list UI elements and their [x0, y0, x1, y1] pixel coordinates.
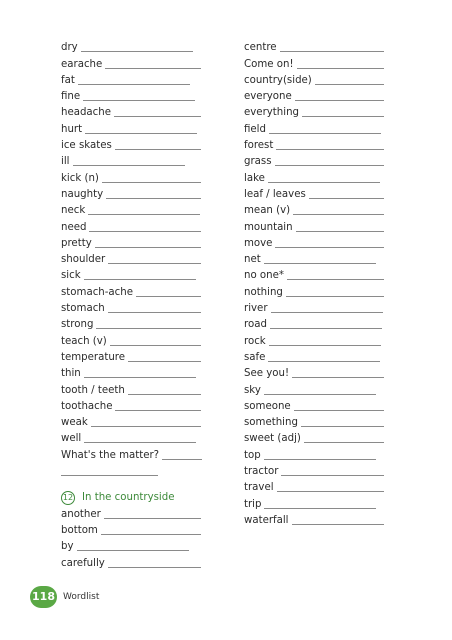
- wordlist-entry: [61, 331, 231, 347]
- word-text: tractor: [244, 466, 279, 478]
- wordlist-entry: [61, 364, 231, 380]
- word-text: stomach-ache: [61, 286, 134, 298]
- write-line: [301, 426, 384, 427]
- word-text: grass: [244, 156, 272, 168]
- word-text: What's the matter?: [61, 449, 160, 461]
- write-line: [77, 550, 189, 551]
- write-line: [270, 328, 382, 329]
- write-line: [304, 442, 384, 443]
- wordlist-entry: [244, 185, 414, 201]
- wordlist-entry: [61, 38, 231, 54]
- write-line: [309, 198, 384, 199]
- write-line: [128, 361, 201, 362]
- wordlist-entry: [244, 54, 414, 70]
- word-text: country(side): [244, 74, 312, 86]
- wordlist-entry: [61, 71, 231, 87]
- word-text: lake: [244, 172, 265, 184]
- unit-heading: [61, 488, 231, 504]
- write-line: [102, 182, 201, 183]
- left-column: [61, 38, 231, 570]
- word-text: naughty: [61, 188, 104, 200]
- word-text: by: [61, 541, 74, 553]
- wordlist-entry: [61, 282, 231, 298]
- word-text: temperature: [61, 351, 126, 363]
- write-line: [115, 410, 201, 411]
- wordlist-entry: [61, 429, 231, 445]
- write-line: [110, 345, 201, 346]
- word-text: See you!: [244, 368, 290, 380]
- wordlist-entry: [244, 413, 414, 429]
- wordlist-entry: [61, 250, 231, 266]
- write-line: [85, 133, 197, 134]
- word-text: move: [244, 237, 273, 249]
- write-line: [296, 231, 384, 232]
- wordlist-entry: [244, 315, 414, 331]
- wordlist-entry: [61, 521, 231, 537]
- write-line: [269, 133, 381, 134]
- wordlist-entry: [61, 299, 231, 315]
- write-line: [108, 567, 201, 568]
- write-line: [264, 394, 376, 395]
- word-text: teach (v): [61, 335, 107, 347]
- word-text: river: [244, 303, 268, 315]
- word-text: pretty: [61, 237, 92, 249]
- left-word-list-bottom: [61, 504, 231, 569]
- wordlist-entry: [244, 250, 414, 266]
- wordlist-entry: [61, 413, 231, 429]
- word-text: leaf / leaves: [244, 188, 306, 200]
- write-line: [89, 231, 201, 232]
- write-line: [277, 491, 384, 492]
- word-text: well: [61, 433, 82, 445]
- page-footer: [30, 586, 99, 608]
- word-text: carefully: [61, 557, 105, 569]
- write-line: [136, 296, 201, 297]
- unit-number-badge: 12: [61, 491, 75, 505]
- word-text: shoulder: [61, 254, 106, 266]
- write-line: [128, 394, 201, 395]
- write-line: [101, 534, 201, 535]
- right-word-list: [244, 38, 414, 527]
- word-text: earache: [61, 58, 103, 70]
- write-line: [95, 247, 201, 248]
- write-line: [294, 410, 384, 411]
- word-text: dry: [61, 42, 78, 54]
- word-text: sky: [244, 384, 261, 396]
- wordlist-entry: [61, 234, 231, 250]
- wordlist-entry: [61, 537, 231, 553]
- word-text: toothache: [61, 400, 113, 412]
- wordlist-entry: [61, 54, 231, 70]
- wordlist-entry: [244, 136, 414, 152]
- write-line: [268, 182, 380, 183]
- word-text: hurt: [61, 123, 83, 135]
- word-text: something: [244, 417, 298, 429]
- write-line: [281, 475, 384, 476]
- wordlist-entry: [61, 553, 231, 569]
- word-text: neck: [61, 205, 86, 217]
- word-text: forest: [244, 140, 274, 152]
- word-text: centre: [244, 42, 277, 54]
- wordlist-entry: [244, 331, 414, 347]
- word-text: sick: [61, 270, 81, 282]
- wordlist-entry: [61, 504, 231, 520]
- word-text: waterfall: [244, 514, 289, 526]
- word-text: stomach: [61, 303, 105, 315]
- write-line: [275, 247, 384, 248]
- word-text: ill: [61, 156, 70, 168]
- write-line: [105, 68, 201, 69]
- wordlist-entry: [244, 282, 414, 298]
- wordlist-entry: [61, 103, 231, 119]
- wordlist-entry: [244, 266, 414, 282]
- write-line: [264, 508, 376, 509]
- word-text: mountain: [244, 221, 293, 233]
- write-line: [287, 279, 384, 280]
- wordlist-entry: [61, 168, 231, 184]
- write-line: [276, 149, 384, 150]
- write-line: [286, 296, 384, 297]
- wordlist-entry: [244, 152, 414, 168]
- write-line: [268, 361, 380, 362]
- write-line: [81, 51, 193, 52]
- write-line: [84, 377, 196, 378]
- write-line: [280, 51, 384, 52]
- wordlist-entry: [244, 38, 414, 54]
- word-text: road: [244, 319, 267, 331]
- write-line: [108, 312, 201, 313]
- word-text: ice skates: [61, 140, 112, 152]
- wordlist-entry: [244, 511, 414, 527]
- word-text: mean (v): [244, 205, 291, 217]
- wordlist-entry: [244, 234, 414, 250]
- write-line: [297, 68, 384, 69]
- word-text: rock: [244, 335, 266, 347]
- word-text: net: [244, 254, 261, 266]
- wordlist-entry: [244, 299, 414, 315]
- write-line: [78, 84, 190, 85]
- word-text: fine: [61, 91, 81, 103]
- word-text: someone: [244, 400, 291, 412]
- wordlist-entry: [244, 168, 414, 184]
- wordlist-entry: [244, 445, 414, 461]
- write-line: [73, 165, 185, 166]
- wordlist-entry: [61, 348, 231, 364]
- page-number-badge: 118: [30, 586, 57, 608]
- wordlist-entry: [244, 364, 414, 380]
- wordlist-entry: [61, 397, 231, 413]
- write-line: [83, 100, 195, 101]
- write-line: [315, 84, 384, 85]
- wordlist-entry: [244, 397, 414, 413]
- word-text: top: [244, 449, 261, 461]
- footer-label: Wordlist: [63, 592, 100, 602]
- word-text: tooth / teeth: [61, 384, 125, 396]
- write-line: [106, 198, 201, 199]
- word-text: bottom: [61, 524, 98, 536]
- wordlist-entry: [61, 266, 231, 282]
- wordlist-entry: [244, 103, 414, 119]
- right-column: [244, 38, 414, 527]
- word-text: everyone: [244, 91, 292, 103]
- wordlist-entry: [61, 380, 231, 396]
- word-text: headache: [61, 107, 112, 119]
- write-line: [293, 214, 384, 215]
- wordlist-entry: [61, 445, 231, 461]
- write-line: [269, 345, 381, 346]
- write-line: [88, 214, 200, 215]
- wordlist-entry: [61, 152, 231, 168]
- wordlist-entry: [244, 348, 414, 364]
- word-text: sweet (adj): [244, 433, 301, 445]
- wordlist-entry: [244, 429, 414, 445]
- write-line: [264, 459, 376, 460]
- write-line: [292, 377, 384, 378]
- wordlist-entry: [61, 201, 231, 217]
- word-text: fat: [61, 74, 75, 86]
- write-line: [91, 426, 201, 427]
- wordlist-entry: [61, 119, 231, 135]
- wordlist-entry: [244, 71, 414, 87]
- wordlist-entry: [244, 201, 414, 217]
- wordlist-entry: [61, 136, 231, 152]
- write-line: [275, 165, 384, 166]
- wordlist-entry: [61, 315, 231, 331]
- write-line: [114, 116, 201, 117]
- write-line: [162, 459, 202, 460]
- answer-line: [61, 462, 231, 478]
- word-text: field: [244, 123, 266, 135]
- word-text: nothing: [244, 286, 283, 298]
- write-line: [292, 524, 384, 525]
- wordlist-entry: [61, 87, 231, 103]
- wordlist-entry: [244, 494, 414, 510]
- write-line: [108, 263, 201, 264]
- write-line: [302, 116, 384, 117]
- write-line: [115, 149, 201, 150]
- word-text: Come on!: [244, 58, 294, 70]
- wordlist-entry: [61, 185, 231, 201]
- word-text: need: [61, 221, 87, 233]
- write-line: [84, 442, 196, 443]
- word-text: thin: [61, 368, 81, 380]
- write-line: [84, 279, 196, 280]
- word-text: another: [61, 508, 101, 520]
- wordlist-entry: [244, 478, 414, 494]
- wordlist-entry: [244, 380, 414, 396]
- wordlist-entry: [244, 119, 414, 135]
- word-text: kick (n): [61, 172, 99, 184]
- word-text: safe: [244, 351, 266, 363]
- word-text: no one*: [244, 270, 284, 282]
- word-text: trip: [244, 498, 262, 510]
- wordlist-entry: [244, 87, 414, 103]
- word-text: everything: [244, 107, 299, 119]
- write-line: [104, 518, 201, 519]
- word-text: travel: [244, 482, 274, 494]
- write-line: [264, 263, 376, 264]
- wordlist-entry: [244, 462, 414, 478]
- unit-title: In the countryside: [82, 492, 175, 504]
- word-text: weak: [61, 417, 88, 429]
- word-text: strong: [61, 319, 94, 331]
- write-line: [96, 328, 201, 329]
- wordlist-entry: [244, 217, 414, 233]
- wordlist-entry: [61, 217, 231, 233]
- write-line: [271, 312, 383, 313]
- write-line: [295, 100, 384, 101]
- left-word-list-top: [61, 38, 231, 462]
